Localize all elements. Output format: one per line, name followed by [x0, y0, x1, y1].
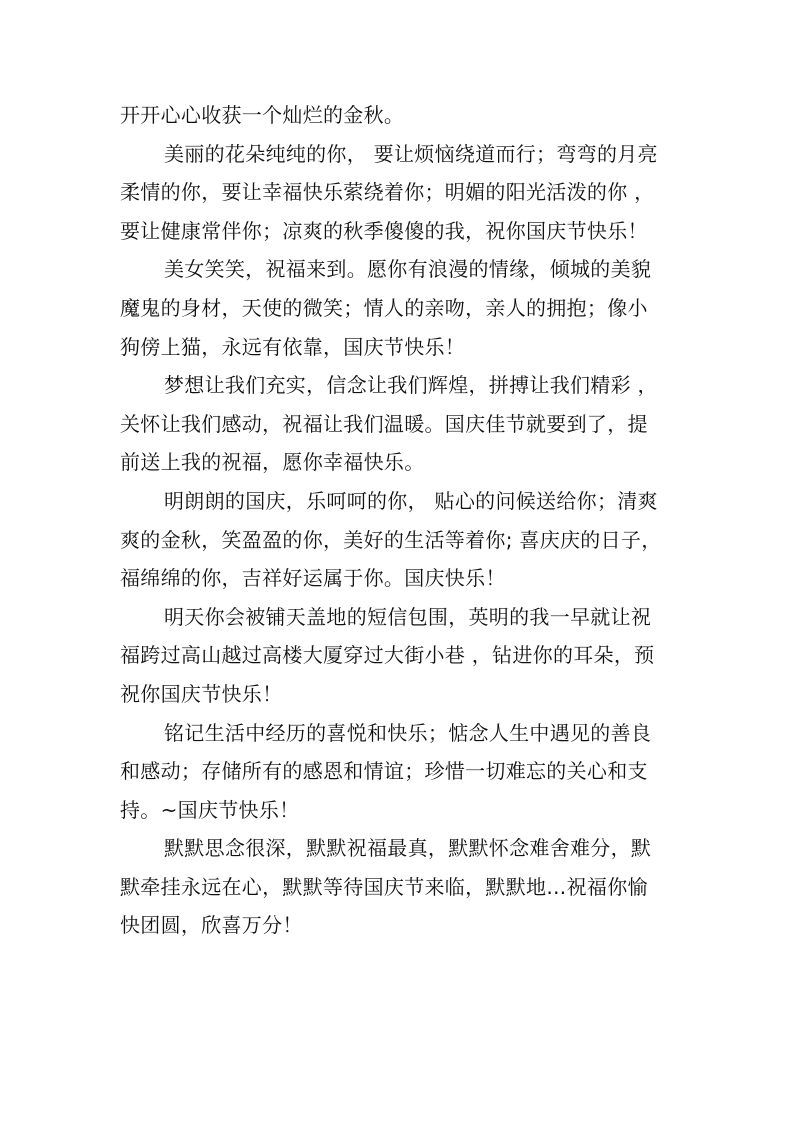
text-line: 快团圆，欣喜万分！ — [120, 913, 303, 938]
text-line: 祝你国庆节快乐！ — [120, 681, 283, 706]
text-line: 福绵绵的你，吉祥好运属于你。国庆快乐！ — [120, 566, 506, 591]
paragraph-start-line: 美丽的花朵纯纯的你， 要让烦恼绕道而行；弯弯的月亮 — [164, 141, 658, 166]
paragraph-start-line: 默默思念很深，默默祝福最真，默默怀念难舍难分，默 — [164, 836, 652, 861]
text-line: 默牵挂永远在心，默默等待国庆节来临，默默地…祝福你愉 — [120, 874, 648, 899]
paragraph-start-line: 明朗朗的国庆，乐呵呵的你， 贴心的问候送给你；清爽 — [164, 488, 658, 513]
paragraph-start-line: 梦想让我们充实，信念让我们辉煌，拼搏让我们精彩 ， — [164, 373, 658, 398]
text-line: 福跨过高山越过高楼大厦穿过大街小巷 ，钻进你的耳朵，预 — [120, 643, 655, 668]
text-line: 柔情的你，要让幸福快乐萦绕着你；明媚的阳光活泼的你 ， — [120, 180, 655, 205]
text-line: 开开心心收获一个灿烂的金秋。 — [120, 103, 405, 127]
paragraph-start-line: 明天你会被铺天盖地的短信包围，英明的我一早就让祝 — [164, 604, 652, 629]
text-line: 前送上我的祝福，愿你幸福快乐。 — [120, 450, 425, 475]
text-line: 关怀让我们感动，祝福让我们温暖。国庆佳节就要到了，提 — [120, 411, 648, 436]
text-line: 持。~国庆节快乐！ — [120, 797, 300, 822]
document-body — [120, 96, 680, 945]
text-line: 魔鬼的身材，天使的微笑；情人的亲吻，亲人的拥抱；像小 — [120, 295, 648, 320]
text-line: 爽的金秋，笑盈盈的你，美好的生活等着你; 喜庆庆的日子， — [120, 527, 662, 552]
text-line: 狗傍上猫，永远有依靠，国庆节快乐！ — [120, 334, 466, 359]
text-line: 要让健康常伴你；凉爽的秋季傻傻的我，祝你国庆节快乐！ — [120, 218, 648, 243]
paragraph-start-line: 铭记生活中经历的喜悦和快乐；惦念人生中遇见的善良 — [164, 720, 652, 745]
text-line: 和感动；存储所有的感恩和情谊；珍惜一切难忘的关心和支 — [120, 759, 648, 784]
paragraph-start-line: 美女笑笑，祝福来到。愿你有浪漫的情缘，倾城的美貌 — [164, 257, 652, 282]
